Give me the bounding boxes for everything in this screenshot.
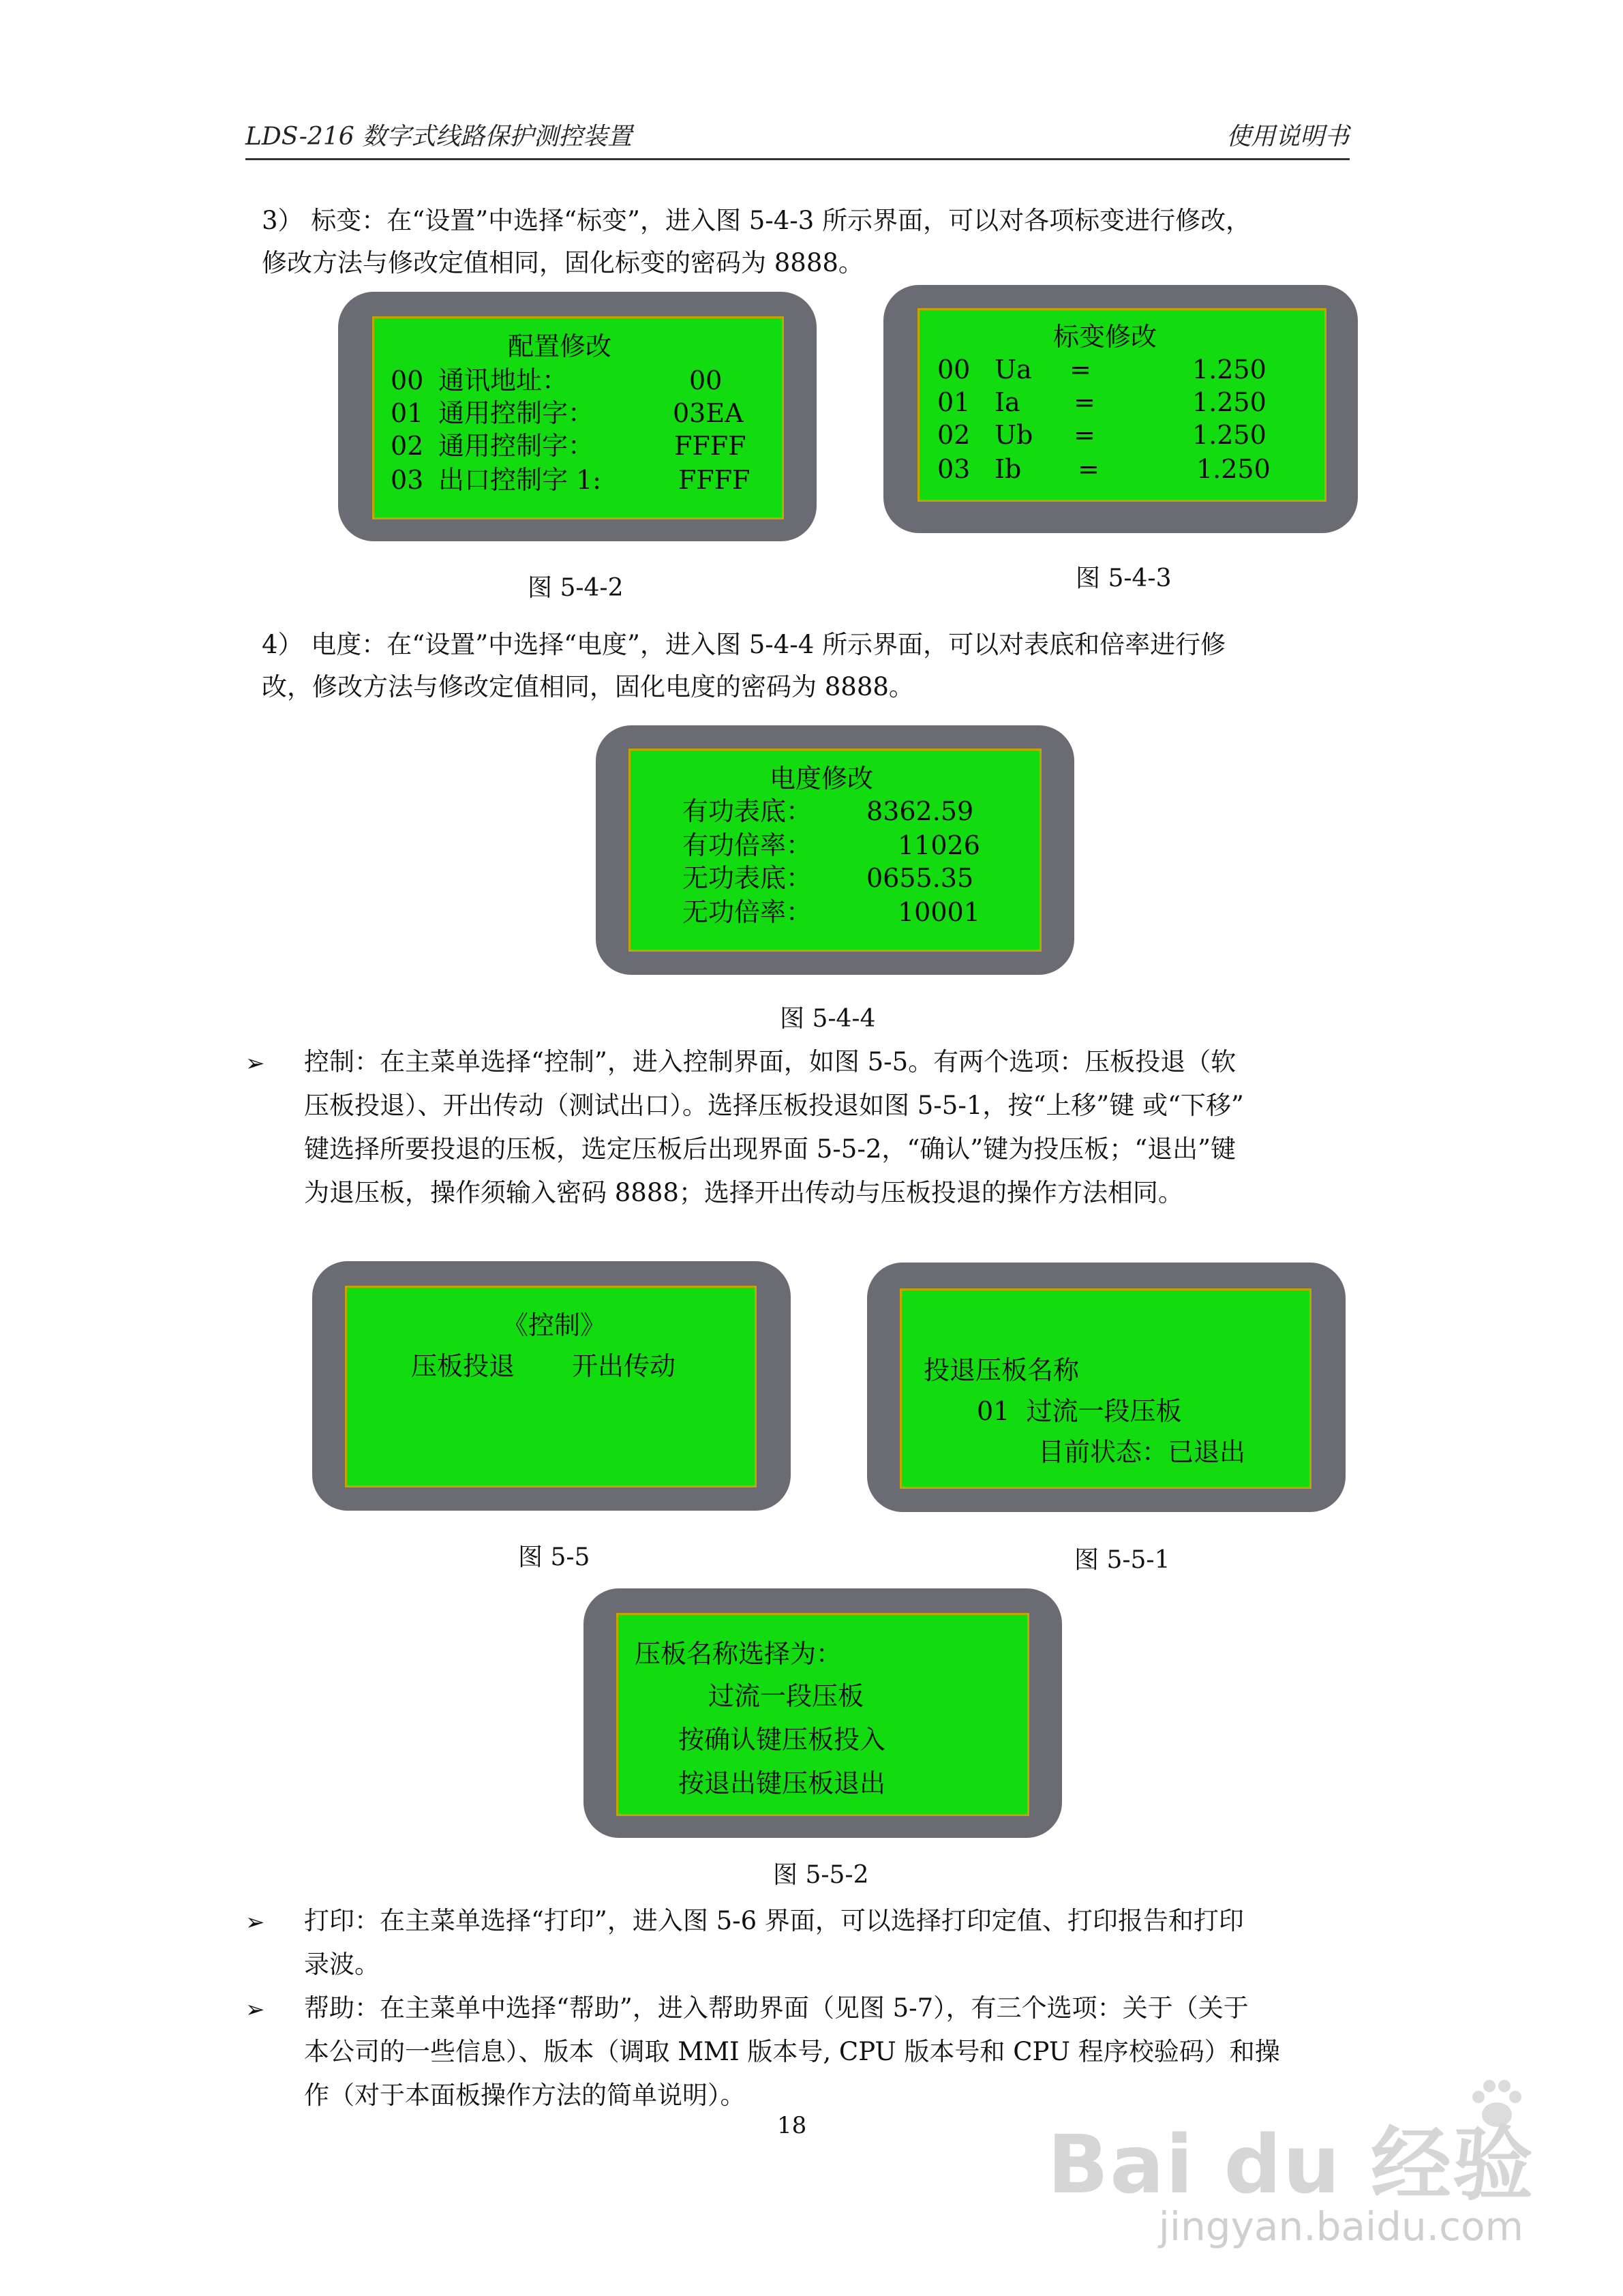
row-index: 02: [937, 420, 971, 450]
bullet-arrow-icon: ➢: [245, 1050, 265, 1077]
fig-5-4-2-screen: [372, 316, 784, 519]
screen-title: 配置修改: [508, 331, 612, 361]
fig-5-5-bezel: [312, 1261, 791, 1511]
plate-name: 过流一段压板: [708, 1681, 864, 1711]
fig-5-5-2-caption: 图 5-5-2: [773, 1861, 869, 1889]
screen-title: 《控制》: [502, 1310, 607, 1340]
row-equals: =: [1078, 454, 1099, 484]
row-value: 8362.59: [866, 796, 974, 826]
row-index: 01: [391, 398, 424, 428]
row-value: 00: [689, 365, 723, 395]
fig-5-5-1-bezel: [867, 1263, 1346, 1512]
row-value: 1.250: [1192, 354, 1266, 384]
fig-5-4-2-caption: 图 5-4-2: [528, 574, 624, 602]
help-line1: 帮助：在主菜单中选择“帮助”，进入帮助界面（见图 5-7），有三个选项：关于（关于: [304, 1993, 1249, 2023]
row-index: 00: [937, 354, 971, 384]
header-title: LDS-216 数字式线路保护测控装置: [245, 123, 633, 151]
bullet-arrow-icon: ➢: [245, 1909, 265, 1936]
row-label: 有功表底：: [682, 796, 813, 826]
screen-title: 电度修改: [770, 764, 874, 794]
row-index: 00: [391, 365, 424, 395]
row-label: 有功倍率：: [682, 830, 813, 860]
section4-line1: 4） 电度：在“设置”中选择“电度”，进入图 5-4-4 所示界面，可以对表底和倍率进行修: [262, 630, 1226, 659]
row-label: 通用控制字：: [438, 431, 594, 461]
row-value: 10001: [898, 897, 980, 927]
screen-title: 标变修改: [1053, 322, 1157, 352]
fig-5-4-4-caption: 图 5-4-4: [780, 1005, 876, 1033]
control-line2: 压板投退）、开出传动（测试出口）。选择压板投退如图 5-5-1，按“上移”键 或“下移”: [304, 1091, 1244, 1120]
fig-5-4-4-bezel: [596, 725, 1074, 975]
watermark-url: jingyan.baidu.com: [1158, 2203, 1523, 2250]
row-index: 01: [937, 387, 971, 417]
fig-5-4-3-caption: 图 5-4-3: [1076, 564, 1172, 592]
row-value: 03EA: [673, 398, 744, 428]
watermark-brand: Bai du 经验: [1047, 2117, 1534, 2211]
row-value: FFFF: [674, 431, 746, 461]
row-equals: =: [1074, 387, 1095, 417]
row-index: 02: [391, 431, 424, 461]
row-value: 1.250: [1192, 420, 1266, 450]
section3-line2: 修改方法与修改定值相同，固化标变的密码为 8888。: [262, 248, 864, 277]
row-value: 1.250: [1196, 454, 1271, 484]
row-label: Ua: [995, 354, 1032, 384]
row-label: Ib: [995, 454, 1022, 484]
screen-title: 压板名称选择为：: [635, 1639, 843, 1669]
row-value: 0655.35: [866, 863, 974, 893]
row-value: FFFF: [678, 465, 750, 495]
section4-line2: 改，修改方法与修改定值相同，固化电度的密码为 8888。: [262, 672, 914, 701]
row-value: 11026: [898, 830, 980, 860]
fig-5-5-2-bezel: [583, 1588, 1062, 1838]
bullet-arrow-icon: ➢: [245, 1996, 265, 2023]
row-label: 无功倍率：: [682, 897, 813, 927]
fig-5-5-caption: 图 5-5: [518, 1543, 590, 1571]
header-manual-label: 使用说明书: [1226, 123, 1349, 151]
row-equals: =: [1070, 354, 1091, 384]
print-line2: 录波。: [304, 1950, 380, 1979]
fig-5-4-3-bezel: [883, 285, 1358, 533]
print-line1: 打印：在主菜单选择“打印”，进入图 5-6 界面，可以选择打印定值、打印报告和打印: [304, 1906, 1244, 1935]
row-index: 03: [937, 454, 971, 484]
screen-title: 投退压板名称: [924, 1355, 1080, 1385]
row-label: 通用控制字：: [438, 398, 594, 428]
fig-5-5-1-caption: 图 5-5-1: [1074, 1546, 1170, 1574]
page-number: 18: [777, 2112, 807, 2139]
row-label: Ia: [995, 387, 1020, 417]
row-label: 出口控制字 1:: [438, 465, 602, 495]
control-line1: 控制：在主菜单选择“控制”，进入控制界面，如图 5-5。有两个选项：压板投退（软: [304, 1047, 1237, 1076]
confirm-hint: 按确认键压板投入: [678, 1725, 886, 1755]
menu-option-output-test[interactable]: 开出传动: [572, 1351, 676, 1381]
fig-5-4-2-bezel: [338, 292, 817, 541]
plate-name: 01 过流一段压板: [977, 1396, 1182, 1426]
row-label: 通讯地址：: [438, 365, 568, 395]
help-line2: 本公司的一些信息）、版本（调取 MMI 版本号, CPU 版本号和 CPU 程序校验码）和操: [304, 2037, 1280, 2066]
row-label: Ub: [995, 420, 1033, 450]
section3-line1: 3） 标变：在“设置”中选择“标变”，进入图 5-4-3 所示界面，可以对各项标变进行修改，: [262, 206, 1252, 235]
control-line3: 键选择所要投退的压板，选定压板后出现界面 5-5-2，“确认”键为投压板；“退出”键: [304, 1134, 1237, 1164]
control-line4: 为退压板，操作须输入密码 8888；选择开出传动与压板投退的操作方法相同。: [304, 1178, 1183, 1207]
plate-status: 目前状态：已退出: [1038, 1437, 1246, 1467]
fig-5-4-3-screen: [917, 308, 1326, 502]
row-index: 03: [391, 465, 424, 495]
row-value: 1.250: [1192, 387, 1266, 417]
row-equals: =: [1074, 420, 1095, 450]
menu-option-press-plate[interactable]: 压板投退: [411, 1351, 515, 1381]
fig-5-5-screen: [345, 1286, 757, 1487]
fig-5-4-4-screen: [628, 749, 1042, 952]
header-rule: [245, 158, 1350, 160]
help-line3: 作（对于本面板操作方法的简单说明）。: [304, 2081, 746, 2110]
fig-5-5-2-screen: [616, 1613, 1029, 1816]
exit-hint: 按退出键压板退出: [678, 1768, 886, 1798]
row-label: 无功表底：: [682, 863, 813, 893]
fig-5-5-1-screen: [900, 1288, 1311, 1489]
